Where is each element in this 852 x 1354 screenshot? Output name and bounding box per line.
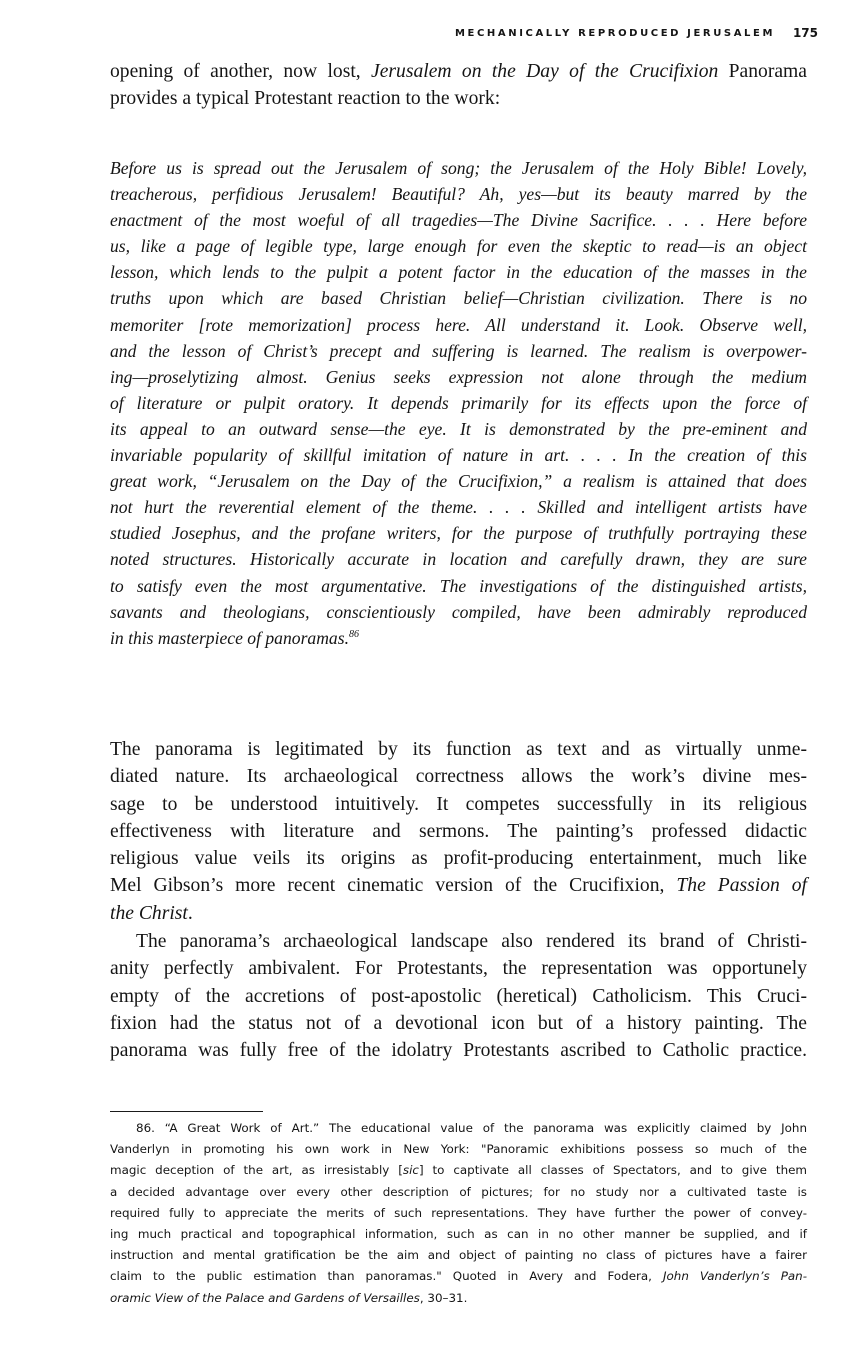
text-run: magic deception of the art, as irresistably [ bbox=[110, 1163, 403, 1178]
text-run: , 30–31. bbox=[419, 1290, 468, 1305]
footnote-line bbox=[110, 1118, 807, 1139]
quote-line: invariable popularity of skillful imitation of nature in art. . . . In the creation of this bbox=[110, 445, 807, 466]
text-line bbox=[110, 58, 807, 85]
body-paragraph-2 bbox=[110, 928, 807, 1064]
quote-line: truths upon which are based Christian belief—Christian civilization. There is no bbox=[110, 288, 807, 309]
text-run: opening of another, now lost, bbox=[110, 61, 372, 82]
panorama-title: Jerusalem on the Day of the Crucifixion bbox=[371, 61, 719, 82]
quote-line: its appeal to an outward sense—the eye. It is demonstrated by the pre-eminent and bbox=[110, 418, 807, 439]
quote-line: us, like a page of legible type, large enough for even the skeptic to read—is an object bbox=[110, 236, 807, 257]
text-line: sage to be understood intuitively. It competes successfully in its religious bbox=[110, 793, 807, 815]
cited-work-title: John Vanderlyn’s Pan- bbox=[663, 1269, 807, 1284]
footnote-line bbox=[110, 1288, 807, 1309]
running-title: MECHANICALLY REPRODUCED JERUSALEM bbox=[455, 28, 776, 39]
footnote-separator bbox=[110, 1111, 263, 1112]
quote-line: treacherous, perfidious Jerusalem! Beautiful? Ah, yes—but its beauty marred by the bbox=[110, 184, 807, 205]
text-run: Mel Gibson’s more recent cinematic version of the Crucifixion, bbox=[110, 875, 677, 897]
footnote-reference[interactable]: 86 bbox=[348, 628, 359, 640]
footnote-line: Vanderlyn in promoting his own work in New York: "Panoramic exhibitions possess so much of the bbox=[110, 1142, 807, 1157]
text-line: empty of the accretions of post-apostolic (heretical) Catholicism. This Cruci- bbox=[110, 985, 807, 1007]
text-run: in this masterpiece of panoramas. bbox=[110, 627, 349, 648]
cited-work-title-continued: oramic View of the Palace and Gardens of Versailles bbox=[110, 1290, 420, 1305]
text-run: Panorama bbox=[718, 61, 807, 82]
text-run: claim to the public estimation than panoramas." Quoted in Avery and Fodera, bbox=[110, 1269, 663, 1284]
text-line: diated nature. Its archaeological correctness allows the work’s divine mes- bbox=[110, 766, 807, 788]
quote-line: lesson, which lends to the pulpit a potent factor in the education of the masses in the bbox=[110, 262, 807, 283]
text-run: “A Great Work of Art.” The educational value of the panorama was explicitly claimed by John bbox=[154, 1121, 807, 1135]
footnote-line: instruction and mental gratification be the aim and object of painting no class of pictures have a fairer bbox=[110, 1248, 807, 1263]
footnote-line: ing much practical and topographical information, such as can in no other manner be supplied, and if bbox=[110, 1227, 807, 1242]
page-number: 175 bbox=[792, 26, 818, 40]
footnote-line bbox=[110, 1266, 807, 1287]
film-title: The Passion of bbox=[676, 875, 807, 897]
quote-line: studied Josephus, and the profane writers, for the purpose of truthfully portraying these bbox=[110, 523, 807, 544]
footnote-line: required fully to appreciate the merits of such representations. They have further the power of convey- bbox=[110, 1205, 807, 1220]
text-line bbox=[110, 872, 807, 899]
body-paragraph-1 bbox=[110, 736, 807, 927]
quote-line bbox=[110, 625, 807, 651]
text-run: ] to captivate all classes of Spectators, and to give them bbox=[418, 1163, 807, 1178]
quote-line: not hurt the reverential element of the theme. . . . Skilled and intelligent artists have bbox=[110, 497, 807, 518]
text-run: . bbox=[187, 902, 193, 924]
quote-line: great work, “Jerusalem on the Day of the Crucifixion,” a realism is attained that does bbox=[110, 471, 807, 492]
text-line: fixion had the status not of a devotional icon but of a history painting. The bbox=[110, 1012, 807, 1034]
text-line: The panorama’s archaeological landscape also rendered its brand of Christi- bbox=[136, 931, 807, 952]
text-line: anity perfectly ambivalent. For Protestants, the representation was opportunely bbox=[110, 958, 807, 980]
sic-annotation: sic bbox=[402, 1163, 419, 1178]
text-line: religious value veils its origins as profit-producing entertainment, much like bbox=[110, 848, 807, 870]
quote-line: and the lesson of Christ’s precept and suffering is learned. The realism is overpower- bbox=[110, 340, 807, 361]
text-line: provides a typical Protestant reaction to the work: bbox=[110, 88, 501, 110]
quote-line: enactment of the most woeful of all tragedies—The Divine Sacrifice. . . . Here before bbox=[110, 210, 807, 231]
text-line bbox=[110, 900, 807, 927]
film-title-continued: the Christ bbox=[110, 902, 188, 924]
quote-line: ing—proselytizing almost. Genius seeks expression not alone through the medium bbox=[110, 366, 807, 387]
quote-line: memoriter [rote memorization] process here. All understand it. Look. Observe well, bbox=[110, 314, 807, 335]
text-line: effectiveness with literature and sermons. The painting’s professed didactic bbox=[110, 820, 807, 842]
text-line: panorama was fully free of the idolatry Protestants ascribed to Catholic practice. bbox=[110, 1040, 807, 1062]
footnote-line bbox=[110, 1160, 807, 1181]
quote-line: to satisfy even the most argumentative. The investigations of the distinguished artists, bbox=[110, 575, 807, 596]
quote-line: of literature or pulpit oratory. It depends primarily for its effects upon the force of bbox=[110, 392, 807, 413]
intro-paragraph bbox=[110, 58, 807, 113]
blockquote bbox=[110, 155, 807, 651]
footnote-number: 86. bbox=[136, 1121, 155, 1135]
text-line: The panorama is legitimated by its function as text and as virtually unme- bbox=[110, 739, 807, 760]
footnote-line: a decided advantage over every other description of pictures; for no study nor a cultivated taste is bbox=[110, 1184, 807, 1199]
footnote-86 bbox=[110, 1118, 807, 1309]
quote-line: savants and theologians, conscientiously compiled, have been admirably reproduced bbox=[110, 601, 807, 622]
quote-line: noted structures. Historically accurate in location and carefully drawn, they are sure bbox=[110, 549, 807, 570]
quote-line: Before us is spread out the Jerusalem of song; the Jerusalem of the Holy Bible! Lovely, bbox=[110, 158, 807, 178]
